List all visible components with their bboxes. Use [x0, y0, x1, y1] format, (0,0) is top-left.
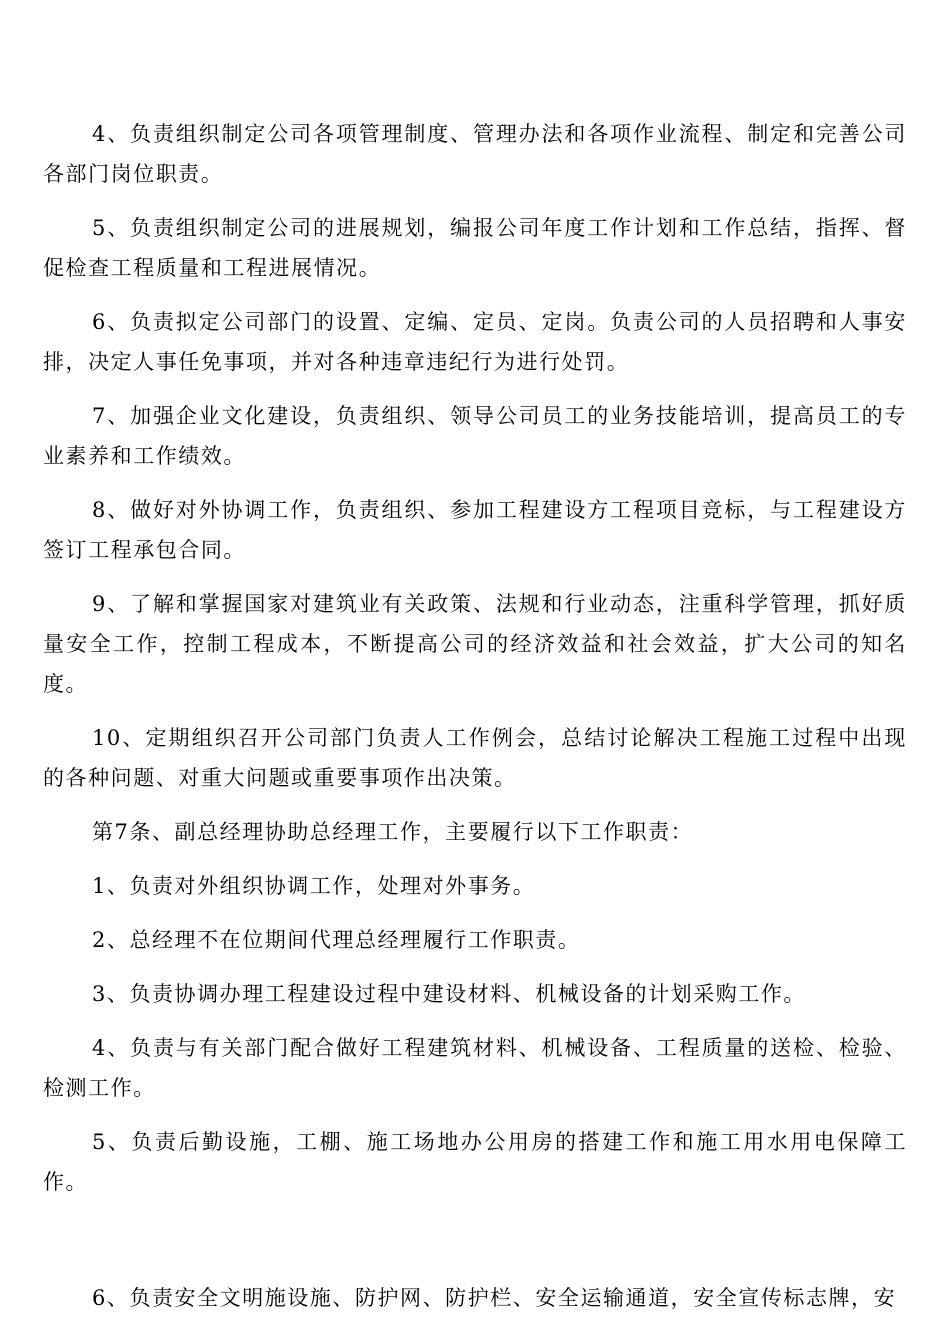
paragraph-deputy-duty-5: 5、负责后勤设施，工棚、施工场地办公用房的搭建工作和施工用水用电保障工作。 — [43, 1130, 907, 1194]
paragraph-deputy-duty-4: 4、负责与有关部门配合做好工程建筑材料、机械设备、工程质量的送检、检验、检测工作。 — [43, 1036, 907, 1100]
article-7-heading: 第7条、副总经理协助总经理工作，主要履行以下工作职责： — [92, 820, 694, 844]
paragraph-deputy-duty-2: 2、总经理不在位期间代理总经理履行工作职责。 — [92, 928, 581, 952]
paragraph-duty-8: 8、做好对外协调工作，负责组织、参加工程建设方工程项目竞标，与工程建设方签订工程承包合同。 — [43, 498, 907, 562]
paragraph-duty-10: 10、定期组织召开公司部门负责人工作例会，总结讨论解决工程施工过程中出现的各种问题、对重大问题或重要事项作出决策。 — [43, 726, 907, 790]
paragraph-deputy-duty-1: 1、负责对外组织协调工作，处理对外事务。 — [92, 874, 536, 898]
paragraph-duty-6: 6、负责拟定公司部门的设置、定编、定员、定岗。负责公司的人员招聘和人事安排，决定人事任免事项，并对各种违章违纪行为进行处罚。 — [43, 310, 907, 374]
paragraph-deputy-duty-6: 6、负责安全文明施设施、防护网、防护栏、安全运输通道，安全宣传标志牌，安 — [92, 1286, 897, 1310]
paragraph-deputy-duty-3: 3、负责协调办理工程建设过程中建设材料、机械设备的计划采购工作。 — [92, 982, 806, 1006]
paragraph-duty-5: 5、负责组织制定公司的进展规划，编报公司年度工作计划和工作总结，指挥、督促检查工程质量和工程进展情况。 — [43, 216, 907, 280]
paragraph-duty-9: 9、了解和掌握国家对建筑业有关政策、法规和行业动态，注重科学管理，抓好质量安全工作，控制工程成本，不断提高公司的经济效益和社会效益，扩大公司的知名度。 — [43, 592, 907, 696]
paragraph-duty-4: 4、负责组织制定公司各项管理制度、管理办法和各项作业流程、制定和完善公司各部门岗位职责。 — [43, 122, 907, 186]
paragraph-gap — [43, 1216, 907, 1278]
paragraph-duty-7: 7、加强企业文化建设，负责组织、领导公司员工的业务技能培训，提高员工的专业素养和工作绩效。 — [43, 404, 907, 468]
